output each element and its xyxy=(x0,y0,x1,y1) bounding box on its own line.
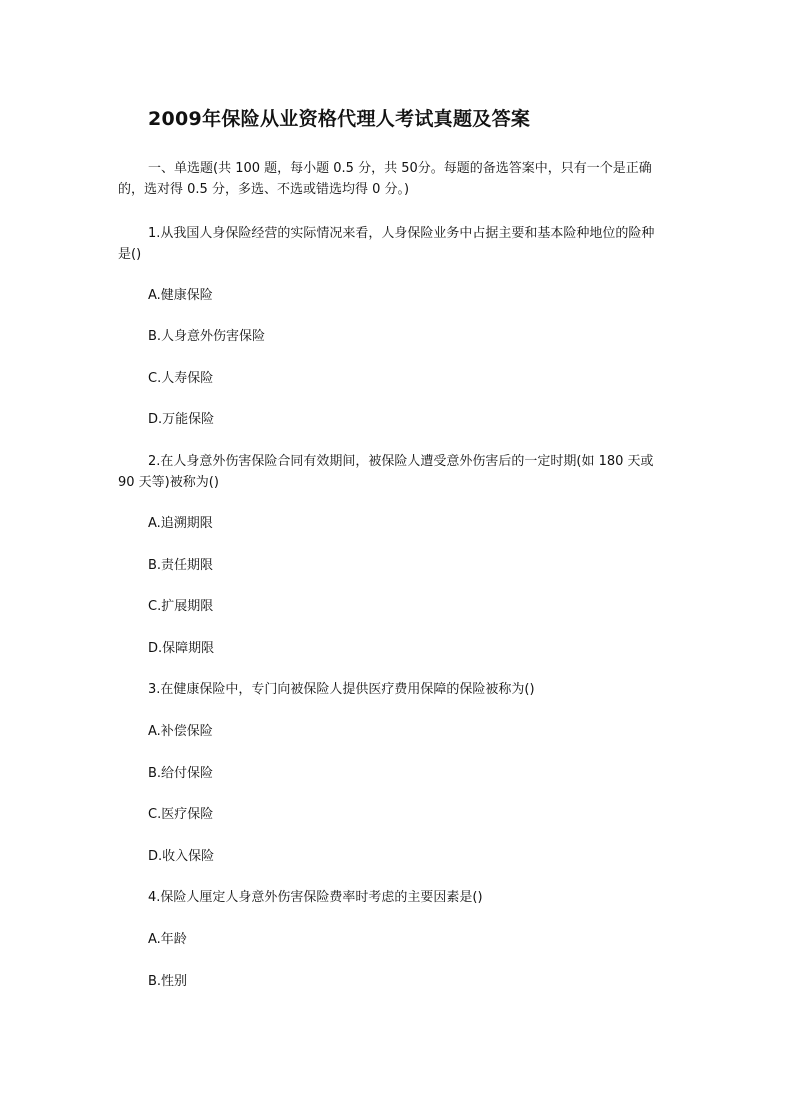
question-3-option-d: D.收入保险 xyxy=(148,849,215,864)
question-3-option-b: B.给付保险 xyxy=(148,766,214,781)
question-3-option-a: A.补偿保险 xyxy=(148,724,213,739)
question-3-option-c: C.医疗保险 xyxy=(148,807,214,822)
question-2-option-d: D.保障期限 xyxy=(148,641,215,656)
question-1-option-c: C.人寿保险 xyxy=(148,371,214,386)
question-1: 1.从我国人身保险经营的实际情况来看，人身保险业务中占据主要和基本险种地位的险种是() xyxy=(118,226,655,262)
question-2-option-c: C.扩展期限 xyxy=(148,599,214,614)
question-2-option-a: A.追溯期限 xyxy=(148,516,213,531)
question-4-option-a: A.年龄 xyxy=(148,932,187,947)
question-4-option-b: B.性别 xyxy=(148,974,188,989)
question-4: 4.保险人厘定人身意外伤害保险费率时考虑的主要因素是() xyxy=(148,890,483,905)
question-1-option-b: B.人身意外伤害保险 xyxy=(148,329,266,344)
question-2: 2.在人身意外伤害保险合同有效期间，被保险人遭受意外伤害后的一定时期(如 180 天或 90 天等)被称为() xyxy=(118,454,654,490)
question-1-option-d: D.万能保险 xyxy=(148,412,215,427)
question-2-option-b: B.责任期限 xyxy=(148,558,214,573)
section-intro: 一、单选题(共 100 题，每小题 0.5 分，共 50分。每题的备选答案中，只有一个是正确的，选对得 0.5 分，多选、不选或错选均得 0 分。) xyxy=(118,161,652,197)
question-3: 3.在健康保险中，专门向被保险人提供医疗费用保障的保险被称为() xyxy=(148,682,535,697)
question-1-option-a: A.健康保险 xyxy=(148,288,213,303)
document-title: 2009年保险从业资格代理人考试真题及答案 xyxy=(148,108,531,130)
